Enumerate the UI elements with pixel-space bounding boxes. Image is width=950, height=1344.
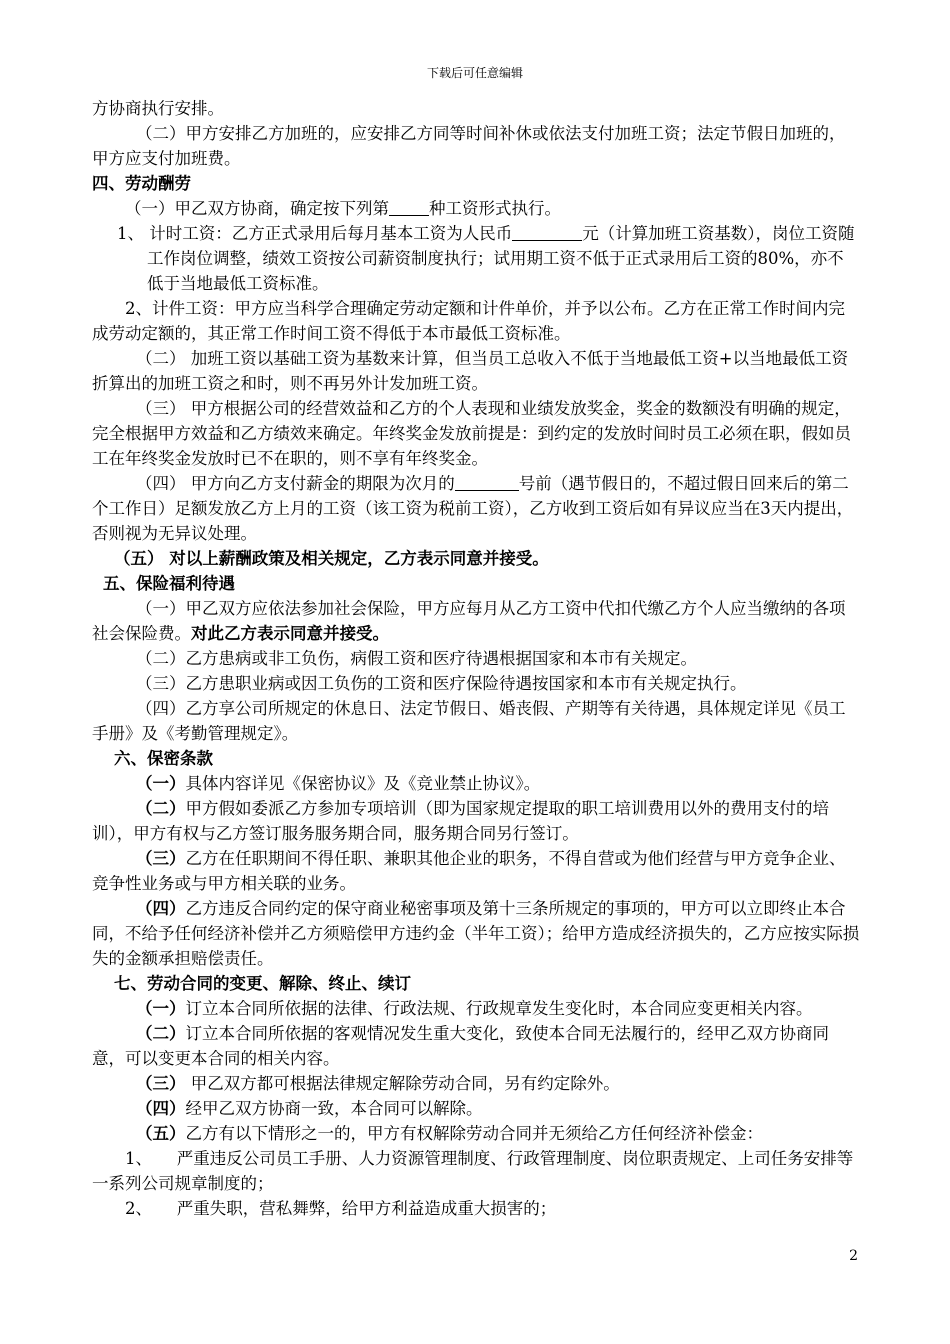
paragraph xyxy=(92,1021,860,1071)
paragraph: （三）乙方患职业病或因工负伤的工资和医疗保险待遇按国家和本市有关规定执行。 xyxy=(136,674,747,693)
paragraph: （五） 对以上薪酬政策及相关规定，乙方表示同意并接受。 xyxy=(114,549,549,568)
paragraph xyxy=(92,771,860,796)
text-span: 乙方在任职期间不得任职、兼职其他企业的职务，不得自营或为他们经营与甲方竞争企业、竞争性业务或与甲方相关联的业务。 xyxy=(92,849,846,893)
text-span: 元（计算加班工资基数），岗位工资随工作岗位调整，绩效工资按公司薪资制度执行；试用期工资不低于正式录用后工资的80%，亦不低于当地最低工资标准。 xyxy=(147,224,855,293)
paragraph xyxy=(92,471,860,546)
text-span: （四） xyxy=(136,1099,186,1118)
list-item: 2、 严重失职，营私舞弊，给甲方利益造成重大损害的； xyxy=(125,1199,557,1218)
paragraph xyxy=(92,1071,860,1096)
text-span: （一） xyxy=(136,999,186,1018)
paragraph: （三） 甲方根据公司的经营效益和乙方的个人表现和业绩发放奖金，奖金的数额没有明确的规定，完全根据甲方效益和乙方绩效来确定。年终奖金发放前提是：到约定的发放时间时员工必须在职，假如员工在年终奖金发放时已不在职的，则不享有年终奖金。 xyxy=(92,399,851,468)
section-heading-5: 五、保险福利待遇 xyxy=(103,574,235,593)
blank-underline xyxy=(389,197,429,216)
page-header: 下载后可任意编辑 xyxy=(426,66,523,80)
text-span: 号前（遇节假日的，不超过假日回来后的第二个工作日）足额发放乙方上月的工资（该工资为税前工资），乙方收到工资后如有异议应当在3天内提出，否则视为无异议处理。 xyxy=(92,474,854,543)
document-body xyxy=(92,96,860,1221)
text-span: 甲方假如委派乙方参加专项培训（即为国家规定提取的职工培训费用以外的费用支付的培训），甲方有权与乙方签订服务服务期合同，服务期合同另行签订。 xyxy=(92,799,829,843)
paragraph xyxy=(92,896,860,971)
text-span: 订立本合同所依据的客观情况发生重大变化，致使本合同无法履行的，经甲乙双方协商同意，可以变更本合同的相关内容。 xyxy=(92,1024,829,1068)
text-span: 具体内容详见《保密协议》及《竞业禁止协议》。 xyxy=(185,774,541,793)
text-span: （三） xyxy=(136,1074,186,1093)
section-heading-7: 七、劳动合同的变更、解除、终止、续订 xyxy=(114,974,411,993)
text-span: （二） xyxy=(136,799,186,818)
paragraph: （二）乙方患病或非工负伤，病假工资和医疗待遇根据国家和本市有关规定。 xyxy=(136,649,697,668)
paragraph xyxy=(92,996,860,1021)
text-span: 甲乙双方都可根据法律规定解除劳动合同，另有约定除外。 xyxy=(185,1074,620,1093)
paragraph xyxy=(92,196,860,221)
paragraph xyxy=(92,1121,860,1146)
text-span: （三） xyxy=(136,849,186,868)
text-span: （二） xyxy=(136,1024,186,1043)
text-span: （五） xyxy=(136,1124,186,1143)
text-span: （四） xyxy=(136,899,186,918)
list-item: 1、 严重违反公司员工手册、人力资源管理制度、行政管理制度、岗位职责规定、上司任务安排等一系列公司规章制度的； xyxy=(92,1149,854,1193)
paragraph: 2、计件工资：甲方应当科学合理确定劳动定额和计件单价，并予以公布。乙方在正常工作时间内完成劳动定额的，其正常工作时间工资不得低于本市最低工资标准。 xyxy=(92,299,845,343)
text-span: （一） xyxy=(136,774,186,793)
blank-underline xyxy=(512,222,582,241)
text-span: 对此乙方表示同意并接受。 xyxy=(191,624,389,643)
paragraph xyxy=(92,796,860,846)
text-span: 经甲乙双方协商一致，本合同可以解除。 xyxy=(185,1099,483,1118)
text-span: 1、 计时工资：乙方正式录用后每月基本工资为人民币 xyxy=(117,224,513,243)
text-span: （四） 甲方向乙方支付薪金的期限为次月的 xyxy=(136,474,455,493)
paragraph: 方协商执行安排。 xyxy=(92,99,224,118)
section-heading-4: 四、劳动酬劳 xyxy=(92,174,191,193)
paragraph xyxy=(92,596,860,646)
page-number: 2 xyxy=(849,1248,858,1264)
blank-underline xyxy=(455,472,519,491)
text-span: （一）甲乙双方应依法参加社会保险，甲方应每月从乙方工资中代扣代缴乙方个人应当缴纳的各项社会保险费。 xyxy=(92,599,846,643)
paragraph xyxy=(92,221,860,296)
text-span: （一）甲乙双方协商，确定按下列第 xyxy=(125,199,389,218)
text-span: 乙方有以下情形之一的，甲方有权解除劳动合同并无须给乙方任何经济补偿金： xyxy=(185,1124,763,1143)
text-span: 乙方违反合同约定的保守商业秘密事项及第十三条所规定的事项的，甲方可以立即终止本合同，不给予任何经济补偿并乙方须赔偿甲方违约金（半年工资）；给甲方造成经济损失的，乙方应按实际损失的金额承担赔偿责任。 xyxy=(92,899,860,968)
paragraph xyxy=(92,1096,860,1121)
text-span: 订立本合同所依据的法律、行政法规、行政规章发生变化时，本合同应变更相关内容。 xyxy=(185,999,813,1018)
paragraph: （二）甲方安排乙方加班的，应安排乙方同等时间补休或依法支付加班工资；法定节假日加班的，甲方应支付加班费。 xyxy=(92,124,846,168)
paragraph: （二） 加班工资以基础工资为基数来计算，但当员工总收入不低于当地最低工资+以当地最低工资折算出的加班工资之和时，则不再另外计发加班工资。 xyxy=(92,349,849,393)
text-span: 种工资形式执行。 xyxy=(429,199,561,218)
section-heading-6: 六、保密条款 xyxy=(114,749,213,768)
paragraph xyxy=(92,846,860,896)
paragraph: （四）乙方享公司所规定的休息日、法定节假日、婚丧假、产期等有关待遇，具体规定详见《员工手册》及《考勤管理规定》。 xyxy=(92,699,846,743)
